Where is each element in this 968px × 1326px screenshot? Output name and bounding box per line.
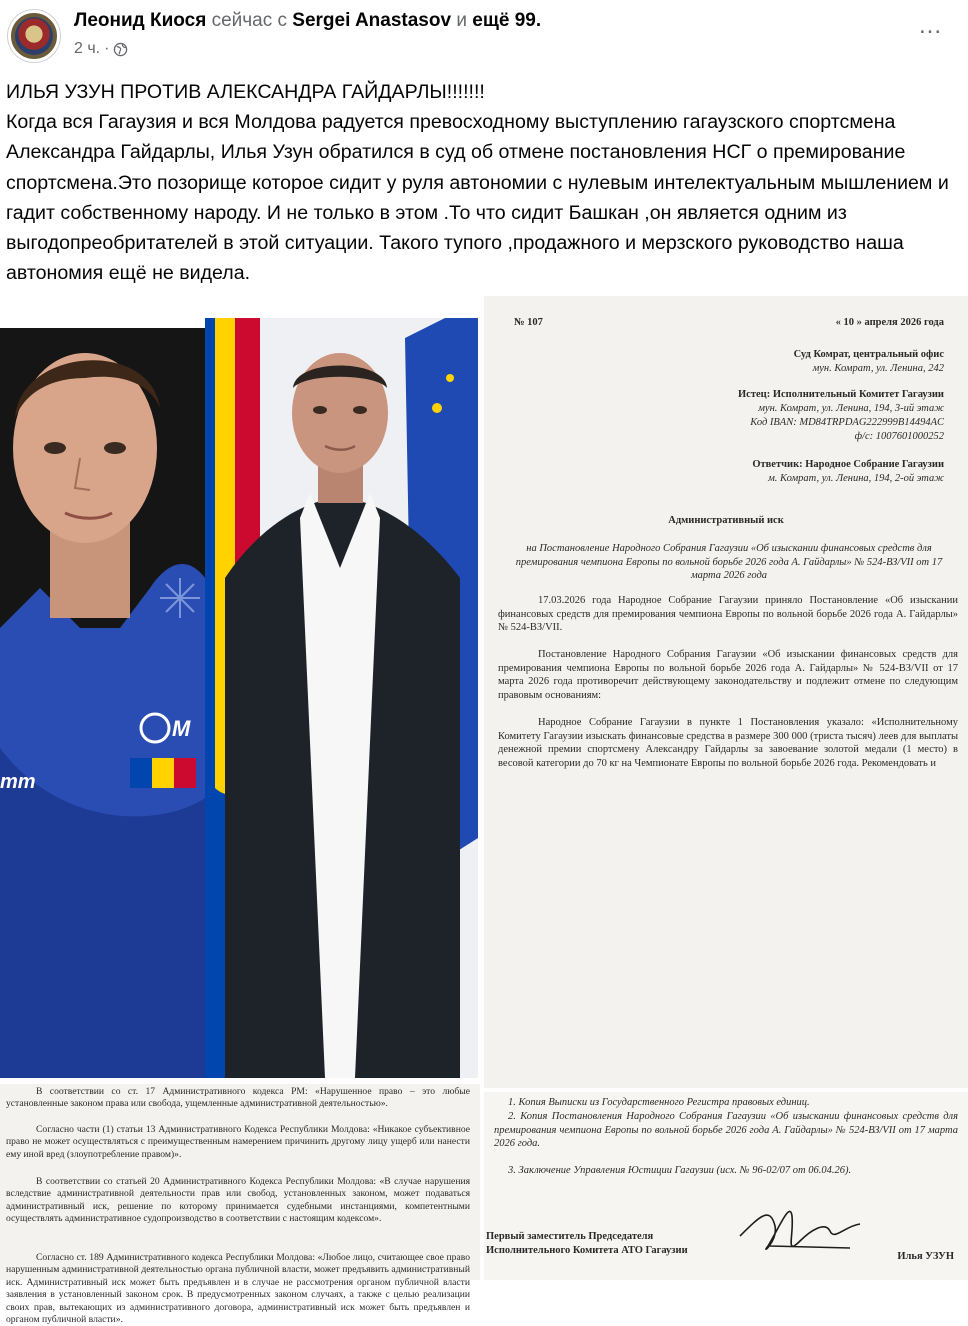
- signatory-name: Илья УЗУН: [897, 1251, 954, 1262]
- lawsuit-page-3[interactable]: [484, 1092, 968, 1280]
- doc-subtitle: на Постановление Народного Собрания Гагаузии «Об изыскании финансовых средств для премирования чемпиона Европы по вольной борьбе 2026 года А. Гайдарлы» № 524-ВЗ/VII от 17 марта 2026 года: [515, 543, 943, 581]
- post-meta: 2 ч. ·: [74, 40, 128, 58]
- court-name: Суд Комрат, центральный офис: [793, 349, 944, 360]
- doc-date: « 10 » апреля 2026 года: [835, 317, 944, 328]
- author-name[interactable]: Леонид Киося: [74, 10, 207, 31]
- tagged-person[interactable]: Sergei Anastasov: [292, 10, 452, 31]
- plaintiff-iban: Код IBAN: MD84TRPDAG222999B14494AC: [750, 417, 944, 428]
- plaintiff-address: мун. Комрат, ул. Ленина, 194, 3-ий этаж: [758, 403, 944, 414]
- doc-number: № 107: [514, 317, 543, 328]
- defendant: Ответчик: Народное Собрание Гагаузии: [752, 459, 944, 470]
- signatory-title-2: Исполнительного Комитета АТО Гагаузии: [486, 1245, 688, 1256]
- and-word: и: [456, 10, 467, 31]
- lawsuit-page-1[interactable]: [484, 296, 968, 1088]
- signatory-title-1: Первый заместитель Председателя: [486, 1231, 654, 1242]
- defendant-address: м. Комрат, ул. Ленина, 194, 2-ой этаж: [768, 473, 944, 484]
- doc1-para-2: Постановление Народного Собрания Гагаузии «Об изыскании финансовых средств для премирования чемпиона Европы по вольной борьбе 2026 года А. Гайдарлы» № 524-ВЗ/VII от 17 марта 2026 года противоречит действующему законодательству и подлежит отмене по следующим правовым основаниям:: [498, 649, 958, 701]
- post-text: [6, 77, 962, 288]
- with-prefix: сейчас с: [211, 10, 288, 31]
- doc1-para-3: Народное Собрание Гагаузии в пункте 1 Постановления указало: «Исполнительному Комитету Гагаузии изыскать финансовые средства в размере 300 000 (триста тысяч) леев для выплаты денежной премии спортсмену Александру Гайдарлы за завоевание золотой медали (1 место) в весовой категории до 70 кг на Чемпионате Европы по вольной борьбе 2026 года. Рекомендовать и: [498, 717, 958, 769]
- official-photo[interactable]: [205, 318, 478, 1078]
- more-options-icon[interactable]: ...: [918, 12, 942, 39]
- plaintiff: Истец: Исполнительный Комитет Гагаузии: [738, 389, 944, 400]
- doc-title: Административный иск: [668, 515, 784, 526]
- post-header: [0, 0, 968, 70]
- tagged-others[interactable]: ещё 99: [472, 10, 536, 31]
- doc1-para-1: 17.03.2026 года Народное Собрание Гагаузии приняло Постановление «Об изыскании финансовых средств для премирования чемпиона Европы по вольной борьбе 2026 года А. Гайдарлы» № 524-ВЗ/VII.: [498, 595, 958, 633]
- annex-1: 1. Копия Выписки из Государственного Регистра правовых единиц.: [508, 1097, 810, 1108]
- image-collage[interactable]: [0, 296, 968, 1326]
- lawsuit-page-2[interactable]: [0, 1084, 480, 1326]
- signature: [730, 1196, 880, 1266]
- plaintiff-fisc: ф/с: 1007601000252: [854, 431, 944, 442]
- author-avatar[interactable]: [8, 10, 60, 62]
- author-line: Леонид Киося сейчас с Sergei Anastasov и ещё 99.: [74, 10, 542, 31]
- svg-text:М: М: [172, 716, 191, 741]
- court-address: мун. Комрат, ул. Ленина, 242: [812, 363, 944, 374]
- doc2-para-1: Согласно части (1) статьи 13 Административного Кодекса Республики Молдова: «Никакое субъективное право не может осуществляться с преимущественным намерением причинить другому лицу ущерб или нанести ему иной вред (злоупотребление правом)».: [6, 1124, 470, 1160]
- svg-text:mm: mm: [0, 771, 36, 793]
- doc2-para-2: В соответствии со статьей 20 Административного Кодекса Республики Молдова: «В случае нарушения вследствие административной деятельности прав или свобод, установленных законом, может подаваться административный иск, решение по которому принимается судебными инстанциями, компетентными осуществлять административное судопроизводство в соответствии с настоящим кодексом».: [6, 1176, 470, 1225]
- post-time[interactable]: 2 ч.: [74, 40, 101, 57]
- globe-icon[interactable]: [113, 42, 128, 57]
- annex-2: 2. Копия Постановления Народного Собрания Гагаузии «Об изыскании финансовых средств для премирования чемпиона Европы по вольной борьбе 2026 года А. Гайдарлы» № 524-ВЗ/VII от 17 марта 2026 года.: [494, 1111, 958, 1149]
- annex-3: 3. Заключение Управления Юстиции Гагаузии (исх. № 96-02/07 от 06.04.26).: [508, 1165, 852, 1176]
- wrestler-photo[interactable]: [0, 328, 205, 1078]
- doc2-para-0: В соответствии со ст. 17 Административного кодекса РМ: «Нарушенное право – это любые установленные законом права или свобода, ущемленные административной деятельностью».: [6, 1086, 470, 1110]
- doc2-para-3: Согласно ст. 189 Административного кодекса Республики Молдова: «Любое лицо, считающее свое право нарушенным административной деятельностью органа публичной власти, может предъявить административный иск. Административный иск может быть предъявлен и в случае не рассмотрения органом публичной власти заявления в установленный законом срок. В предусмотренных законом случаях, а также с целью реализации своих прав, вытекающих из административного договора, административный иск может быть предъявлен и органом публичной власти».: [6, 1252, 470, 1326]
- post-body: ИЛЬЯ УЗУН ПРОТИВ АЛЕКСАНДРА ГАЙДАРЛЫ!!!!!!! Когда вся Гагаузия и вся Молдова радуется превосходному выступлению гагаузского спортсмена Александра Гайдарлы, Илья Узун обратился в суд об отмене постановления НСГ о премирование спортсмена.Это позорище которое сидит у руля автономии с нулевым интелектуальным мышлением и гадит собственному народу. И не только в этом .То что сидит Башкан ,он является одним из выгодопреобритателей в этой ситуации. Такого тупого ,продажного и мерзского руководство наша автономия ещё не видела.: [6, 81, 949, 285]
